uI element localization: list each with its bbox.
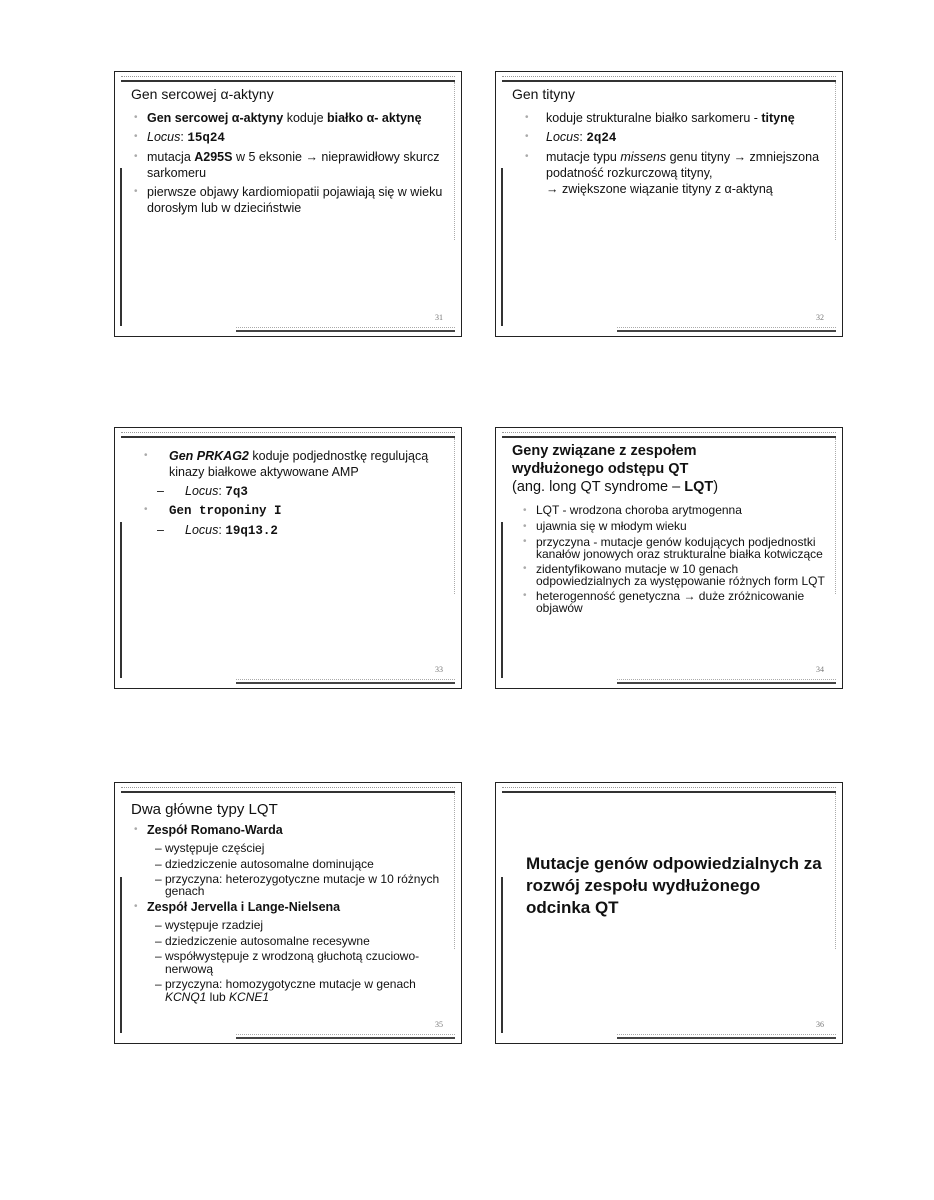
bold-text: titynę xyxy=(761,111,795,125)
text: przyczyna: homozygotyczne mutacje w genach xyxy=(165,977,416,991)
slide-top-band xyxy=(502,787,836,793)
bullet-item: • LQT - wrodzona choroba arytmogenna xyxy=(520,504,828,517)
slide-32 xyxy=(495,71,843,337)
slide-bottom-band xyxy=(617,327,836,332)
italic-text: missens xyxy=(620,150,667,164)
slide-right-edge xyxy=(451,793,455,949)
slide-content xyxy=(131,86,447,219)
page-number: 31 xyxy=(435,313,443,322)
bullet-item xyxy=(131,149,447,181)
page-number: 35 xyxy=(435,1020,443,1029)
bullet-list xyxy=(131,110,447,216)
bold-text: białko α- aktynę xyxy=(327,111,422,125)
text: : xyxy=(218,523,226,537)
dash-item: – przyczyna: heterozygotyczne mutacje w 10 różnych genach xyxy=(131,873,447,897)
title-bold: LQT xyxy=(684,479,714,495)
text: koduje podjednostkę regulującą kinazy białkowe aktywowane AMP xyxy=(169,449,429,479)
dash-item: – występuje częściej xyxy=(131,841,447,855)
locus-value: 2q24 xyxy=(586,131,617,145)
text: : xyxy=(218,484,226,498)
slide-right-edge xyxy=(832,793,836,949)
bullet-item: • pierwsze objawy kardiomiopatii pojawiają się w wieku dorosłym lub w dzieciństwie xyxy=(131,184,447,216)
page-number: 33 xyxy=(435,665,443,674)
bullet-list xyxy=(512,110,828,197)
slide-top-band xyxy=(121,432,455,438)
italic-text: Locus xyxy=(185,523,219,537)
slide-bottom-band xyxy=(236,327,455,332)
bullet-item: • heterogenność genetyczna → duże zróżnicowanie objawów xyxy=(520,590,828,614)
text: koduje strukturalne białko sarkomeru - xyxy=(546,111,762,125)
slide-right-edge xyxy=(451,82,455,240)
gene-name: Gen troponiny I xyxy=(169,504,282,518)
slide-right-edge xyxy=(451,438,455,594)
page-number: 32 xyxy=(816,313,824,322)
bullet-list xyxy=(131,822,447,1004)
text: : xyxy=(180,130,188,144)
title-bold: Geny związane z zespołem wydłużonego odstępu QT xyxy=(512,443,697,477)
bullet-item: • zidentyfikowano mutacje w 10 genach odpowiedzialnych za występowanie różnych form LQT xyxy=(520,563,828,587)
page-number: 34 xyxy=(816,665,824,674)
locus-value: 19q13.2 xyxy=(225,524,278,538)
slide-31 xyxy=(114,71,462,337)
slide-title: Gen sercowej α-aktyny xyxy=(131,86,274,102)
gene-name: KCNQ1 xyxy=(165,990,207,1004)
bold-text: Gen sercowej xyxy=(147,111,232,125)
slide-bottom-band xyxy=(236,679,455,684)
bold-text: α-aktyny xyxy=(231,111,284,125)
dash-item xyxy=(131,978,447,1004)
dash-item xyxy=(141,483,447,500)
slide-bottom-band xyxy=(617,1034,836,1039)
bold-text: A295S xyxy=(194,150,233,164)
bullet-item xyxy=(131,822,447,838)
bullet-item xyxy=(522,149,828,197)
slide-top-band xyxy=(502,76,836,82)
dash-item: – występuje rzadziej xyxy=(131,918,447,932)
text: → zwiększone wiązanie tityny z α-aktyną xyxy=(546,182,773,196)
bold-italic-text: Gen PRKAG2 xyxy=(169,449,249,463)
section-title: Mutacje genów odpowiedzialnych za rozwój zespołu wydłużonego odcinka QT xyxy=(526,854,822,917)
bullet-item xyxy=(522,110,828,126)
slide-left-bar xyxy=(501,522,503,678)
text: mutacje typu xyxy=(546,150,621,164)
syndrome-name: Zespół Jervella i Lange-Nielsena xyxy=(147,900,341,914)
dash-item: – współwystępuje z wrodzoną głuchotą czuciowo-nerwową xyxy=(131,950,447,976)
slide-35 xyxy=(114,782,462,1044)
title-text: ) xyxy=(713,479,719,495)
italic-text: Locus xyxy=(546,130,580,144)
slide-content xyxy=(512,442,828,617)
bullet-item: • przyczyna - mutacje genów kodujących podjednostki kanałów jonowych oraz strukturalne białka kotwiczące xyxy=(520,536,828,560)
bullet-item xyxy=(141,448,447,480)
slide-left-bar xyxy=(120,877,122,1033)
slide-top-band xyxy=(121,787,455,793)
italic-text: Locus xyxy=(185,484,219,498)
slide-top-band xyxy=(502,432,836,438)
slide-title: Gen tityny xyxy=(512,86,576,102)
bullet-list xyxy=(512,504,828,614)
text: w 5 eksonie → nieprawidłowy skurcz sarkomeru xyxy=(147,150,440,180)
slide-content xyxy=(131,801,447,1006)
slide-content xyxy=(131,448,447,541)
slide-36 xyxy=(495,782,843,1044)
text: : xyxy=(579,130,587,144)
page-number: 36 xyxy=(816,1020,824,1029)
title-text: (ang. long QT syndrome – xyxy=(512,479,685,495)
slide-content xyxy=(512,86,828,200)
text: lub xyxy=(206,990,230,1004)
slide-title: Dwa główne typy LQT xyxy=(131,801,278,818)
bullet-item xyxy=(131,899,447,915)
slide-left-bar xyxy=(501,877,503,1033)
italic-text: Locus xyxy=(147,130,181,144)
text: koduje xyxy=(283,111,327,125)
gene-name: KCNE1 xyxy=(229,990,270,1004)
bullet-item xyxy=(522,129,828,146)
slide-left-bar xyxy=(120,168,122,326)
slide-34 xyxy=(495,427,843,689)
slide-33 xyxy=(114,427,462,689)
text: genu tityny → zmniejszona podatność rozkurczową tityny, xyxy=(546,150,820,180)
slide-left-bar xyxy=(120,522,122,678)
slide-left-bar xyxy=(501,168,503,326)
bullet-item: • ujawnia się w młodym wieku xyxy=(520,520,828,533)
bullet-item xyxy=(131,129,447,146)
slide-bottom-band xyxy=(617,679,836,684)
slide-right-edge xyxy=(832,438,836,594)
dash-item xyxy=(141,522,447,539)
locus-value: 7q3 xyxy=(225,485,248,499)
slide-right-edge xyxy=(832,82,836,240)
syndrome-name: Zespół Romano-Warda xyxy=(147,823,283,837)
dash-item: – dziedziczenie autosomalne dominujące xyxy=(131,857,447,871)
text: mutacja xyxy=(147,150,195,164)
slide-title xyxy=(512,442,828,496)
slide-bottom-band xyxy=(236,1034,455,1039)
slide-top-band xyxy=(121,76,455,82)
locus-value: 15q24 xyxy=(187,131,225,145)
bullet-item xyxy=(131,110,447,126)
bullet-list xyxy=(131,448,447,539)
bullet-item xyxy=(141,502,447,519)
dash-item: – dziedziczenie autosomalne recesywne xyxy=(131,934,447,948)
